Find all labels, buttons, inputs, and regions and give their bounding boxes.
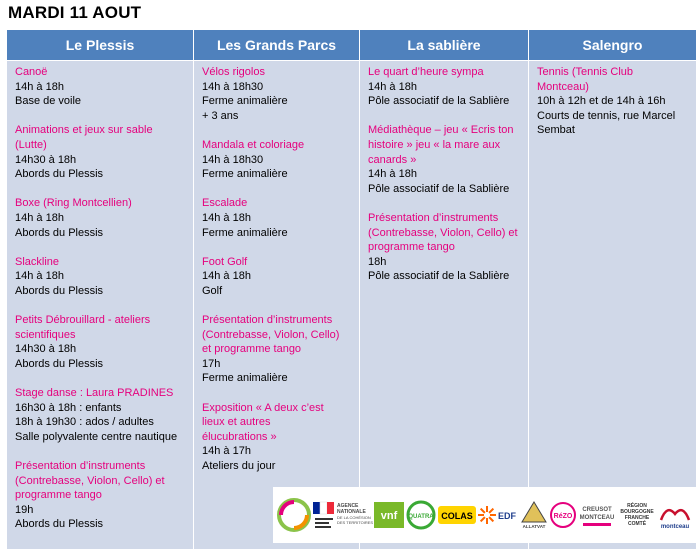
event-detail: Pôle associatif de la Sablière bbox=[368, 270, 510, 283]
event-detail: 18h à 19h30 : ados / adultes bbox=[15, 416, 154, 429]
vnf-logo-icon bbox=[374, 502, 404, 528]
event-detail: 14h à 18h bbox=[202, 211, 251, 224]
event-item bbox=[15, 386, 189, 444]
svg-text:BOURGOGNE: BOURGOGNE bbox=[620, 509, 654, 515]
svg-text:NATIONALE: NATIONALE bbox=[336, 509, 366, 515]
sponsor-logos-banner bbox=[273, 487, 697, 543]
edf-logo-icon bbox=[478, 504, 518, 526]
event-detail: 14h à 18h bbox=[368, 168, 417, 181]
event-detail: Abords du Plessis bbox=[15, 168, 104, 181]
event-detail: Abords du Plessis bbox=[15, 284, 104, 297]
event-item bbox=[537, 65, 692, 138]
event-detail: Abords du Plessis bbox=[15, 226, 104, 239]
column-header-le-plessis: Le Plessis bbox=[7, 30, 194, 60]
event-item bbox=[15, 196, 189, 240]
event-item bbox=[202, 65, 355, 123]
event-detail: + 3 ans bbox=[202, 109, 239, 122]
event-detail: 14h à 17h bbox=[202, 445, 251, 458]
event-item bbox=[202, 401, 355, 474]
event-title: Stage danse : Laura PRADINES bbox=[15, 387, 174, 400]
event-title: Exposition « A deux c’est bbox=[202, 401, 324, 414]
event-title: scientifiques bbox=[15, 328, 76, 341]
event-detail: 16h30 à 18h : enfants bbox=[15, 401, 122, 414]
event-title: Boxe (Ring Montcellien) bbox=[15, 197, 132, 210]
column-salengro bbox=[529, 60, 696, 549]
column-la-sabliere bbox=[360, 60, 529, 549]
republique-francaise-icon bbox=[313, 500, 335, 530]
creusot-montceau-logo-icon bbox=[577, 501, 617, 529]
svg-text:ALLATVAT: ALLATVAT bbox=[522, 524, 546, 529]
svg-text:MONTCEAU: MONTCEAU bbox=[579, 515, 615, 521]
event-detail: Ferme animalière bbox=[202, 95, 288, 108]
svg-text:AGENCE: AGENCE bbox=[336, 503, 359, 509]
svg-text:RéZO: RéZO bbox=[553, 513, 572, 520]
event-title: canards » bbox=[368, 153, 417, 166]
event-detail: Golf bbox=[202, 284, 223, 297]
agence-nationale-logo-icon bbox=[337, 500, 373, 530]
montceau-logo-icon bbox=[657, 500, 693, 530]
event-detail: 14h à 18h bbox=[202, 270, 251, 283]
event-detail: Ferme animalière bbox=[202, 168, 288, 181]
event-title: Mandala et coloriage bbox=[202, 138, 305, 151]
column-header-les-grands-parcs: Les Grands Parcs bbox=[194, 30, 360, 60]
svg-text:FRANCHE: FRANCHE bbox=[624, 515, 650, 521]
event-title: Canoë bbox=[15, 66, 48, 78]
event-detail: 14h30 à 18h bbox=[15, 153, 77, 166]
event-title: Foot Golf bbox=[202, 255, 248, 268]
event-detail: 14h30 à 18h bbox=[15, 343, 77, 356]
event-item bbox=[15, 65, 189, 109]
event-detail: Ferme animalière bbox=[202, 226, 288, 239]
schedule-table bbox=[7, 30, 696, 549]
event-detail: 19h bbox=[15, 503, 34, 516]
column-les-grands-parcs bbox=[194, 60, 360, 549]
svg-text:COLAS: COLAS bbox=[441, 511, 473, 521]
event-detail: 18h bbox=[368, 255, 387, 268]
svg-text:EDF: EDF bbox=[497, 511, 516, 521]
event-title: Médiathèque – jeu « Ecris ton bbox=[368, 124, 514, 137]
event-detail: Salle polyvalente centre nautique bbox=[15, 430, 178, 443]
circle-logo-icon bbox=[277, 498, 311, 532]
event-item bbox=[202, 138, 355, 182]
event-detail: Pôle associatif de la Sablière bbox=[368, 95, 510, 108]
event-title: Vélos rigolos bbox=[202, 66, 265, 78]
event-title: Présentation d’instruments bbox=[15, 460, 146, 473]
event-title: Petits Débrouillard - ateliers bbox=[15, 314, 151, 327]
event-item bbox=[368, 65, 524, 109]
svg-text:vnf: vnf bbox=[381, 510, 398, 522]
event-item bbox=[368, 123, 524, 196]
event-detail: 14h à 18h bbox=[15, 270, 64, 283]
event-title: Présentation d’instruments bbox=[368, 211, 499, 224]
event-title: (Contrebasse, Violon, Cello) et bbox=[368, 226, 518, 239]
event-item bbox=[15, 255, 189, 299]
event-title: Animations et jeux sur sable bbox=[15, 124, 153, 137]
column-header-la-sabliere: La sablière bbox=[360, 30, 529, 60]
allatvat-logo-icon bbox=[520, 500, 548, 530]
event-item bbox=[15, 123, 189, 181]
svg-text:QUATRA: QUATRA bbox=[408, 514, 434, 520]
event-title: (Contrebasse, Violon, Cello) et bbox=[15, 474, 165, 487]
quatra-logo-icon bbox=[406, 500, 436, 530]
column-le-plessis bbox=[7, 60, 194, 549]
event-detail: 10h à 12h et de 14h à 16h bbox=[537, 95, 666, 108]
event-detail: Base de voile bbox=[15, 95, 82, 108]
event-detail: 17h bbox=[202, 357, 221, 370]
event-detail: 14h à 18h30 bbox=[202, 80, 264, 93]
region-bourgogne-logo-icon bbox=[619, 500, 655, 530]
event-item bbox=[368, 211, 524, 284]
svg-text:DE LA COHÉSION: DE LA COHÉSION bbox=[336, 515, 371, 520]
event-detail: Ferme animalière bbox=[202, 372, 288, 385]
event-item bbox=[15, 313, 189, 371]
event-title: (Lutte) bbox=[15, 138, 47, 151]
event-title: Présentation d’instruments bbox=[202, 314, 333, 327]
mon-rezo-logo-icon bbox=[550, 500, 576, 530]
event-title: lieux et autres bbox=[202, 416, 271, 429]
event-detail: Sembat bbox=[537, 124, 575, 137]
event-title: Tennis (Tennis Club bbox=[537, 66, 633, 78]
event-item bbox=[202, 196, 355, 240]
event-title: Montceau) bbox=[537, 80, 589, 93]
event-detail: 14h à 18h30 bbox=[202, 153, 264, 166]
event-detail: 14h à 18h bbox=[15, 80, 64, 93]
event-title: Slackline bbox=[15, 255, 60, 268]
event-title: et programme tango bbox=[202, 343, 302, 356]
event-detail: Abords du Plessis bbox=[15, 357, 104, 370]
svg-text:COMTÉ: COMTÉ bbox=[628, 521, 647, 527]
event-detail: 14h à 18h bbox=[15, 211, 64, 224]
event-detail: Courts de tennis, rue Marcel bbox=[537, 109, 676, 122]
colas-logo-icon bbox=[438, 506, 476, 524]
event-title: (Contrebasse, Violon, Cello) bbox=[202, 328, 340, 341]
event-detail: Ateliers du jour bbox=[202, 460, 276, 473]
event-detail: Pôle associatif de la Sablière bbox=[368, 182, 510, 195]
event-title: programme tango bbox=[368, 241, 455, 254]
event-title: Le quart d’heure sympa bbox=[368, 66, 484, 78]
svg-text:DES TERRITOIRES: DES TERRITOIRES bbox=[336, 520, 373, 525]
column-header-salengro: Salengro bbox=[529, 30, 696, 60]
page-title: MARDI 11 AOUT bbox=[8, 3, 142, 22]
event-title: histoire » jeu « la mare aux bbox=[368, 138, 501, 151]
event-detail: Abords du Plessis bbox=[15, 518, 104, 531]
event-item bbox=[15, 459, 189, 532]
event-item bbox=[202, 313, 355, 386]
event-title: programme tango bbox=[15, 489, 102, 502]
event-detail: 14h à 18h bbox=[368, 80, 417, 93]
event-title: Escalade bbox=[202, 197, 248, 210]
event-title: élucubrations » bbox=[202, 430, 277, 443]
svg-text:montceau: montceau bbox=[660, 524, 690, 530]
svg-text:CREUSOT: CREUSOT bbox=[582, 507, 612, 513]
event-item bbox=[202, 255, 355, 299]
svg-text:RÉGION: RÉGION bbox=[627, 503, 647, 509]
